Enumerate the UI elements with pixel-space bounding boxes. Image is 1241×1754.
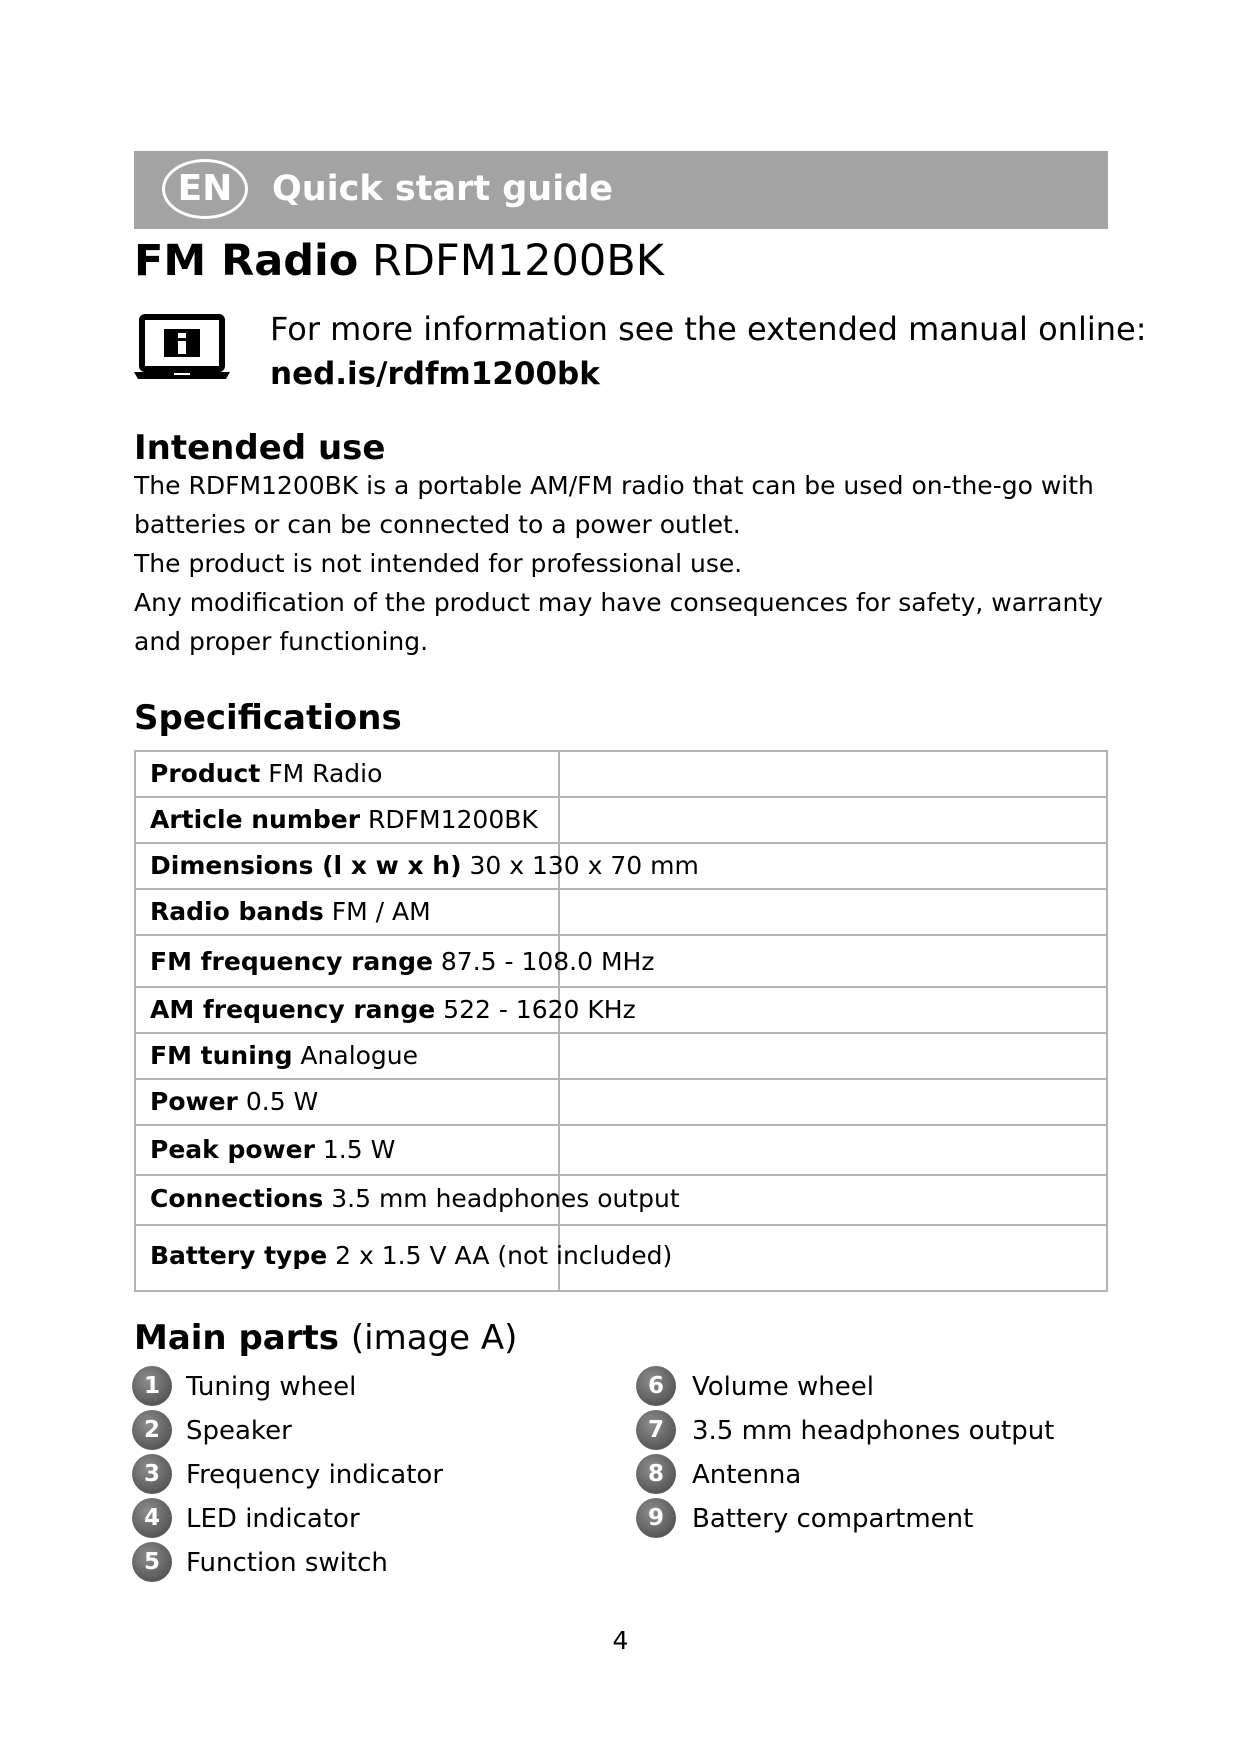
- number-8-icon: 8: [636, 1454, 676, 1494]
- table-row: [136, 1226, 1106, 1290]
- table-row: [136, 1176, 1106, 1226]
- banner-title: Quick start guide: [272, 169, 613, 209]
- spec-label: Battery type: [150, 1241, 328, 1270]
- number-5-icon: 5: [132, 1542, 172, 1582]
- table-row: [136, 1126, 1106, 1176]
- spec-value: RDFM1200BK: [368, 805, 538, 834]
- number-7-icon: 7: [636, 1410, 676, 1450]
- part-label: Frequency indicator: [186, 1460, 444, 1490]
- table-row: [136, 1034, 1106, 1080]
- spec-value: 87.5 - 108.0 MHz: [440, 947, 655, 976]
- spec-value: 3.5 mm headphones output: [331, 1184, 680, 1213]
- part-label: Speaker: [186, 1416, 292, 1446]
- page-title: [134, 236, 664, 286]
- part-label: 3.5 mm headphones output: [692, 1416, 1055, 1446]
- main-parts-subtitle: (image A): [350, 1318, 518, 1358]
- spec-value: Analogue: [300, 1041, 419, 1070]
- part-label: Battery compartment: [692, 1504, 974, 1534]
- language-badge: EN: [162, 159, 248, 219]
- number-6-icon: 6: [636, 1366, 676, 1406]
- spec-label: Peak power: [150, 1135, 315, 1164]
- main-parts-title: Main parts: [134, 1318, 340, 1358]
- spec-label: Product: [150, 759, 261, 788]
- spec-label: Power: [150, 1087, 238, 1116]
- spec-label: FM frequency range: [150, 947, 433, 976]
- spec-label: Article number: [150, 805, 361, 834]
- table-row: [136, 752, 1106, 798]
- spec-value: 1.5 W: [322, 1135, 396, 1164]
- number-3-icon: 3: [132, 1454, 172, 1494]
- header-banner: [134, 151, 1108, 229]
- table-row: [136, 798, 1106, 844]
- specifications-table: [134, 750, 1108, 1292]
- number-1-icon: 1: [132, 1366, 172, 1406]
- intended-use-paragraph-3: [134, 583, 1103, 661]
- part-label: LED indicator: [186, 1504, 360, 1534]
- part-label: Tuning wheel: [186, 1372, 357, 1402]
- spec-value: 2 x 1.5 V AA (not included): [335, 1241, 673, 1270]
- table-row: [136, 890, 1106, 936]
- part-label: Antenna: [692, 1460, 802, 1490]
- part-label: Volume wheel: [692, 1372, 874, 1402]
- spec-value: 30 x 130 x 70 mm: [469, 851, 699, 880]
- main-parts-heading: [134, 1318, 517, 1358]
- part-label: Function switch: [186, 1548, 388, 1578]
- intended-use-heading: Intended use: [134, 428, 386, 468]
- table-row: [136, 844, 1106, 890]
- page-number: 4: [612, 1626, 629, 1655]
- number-2-icon: 2: [132, 1410, 172, 1450]
- intended-line-4: Any modification of the product may have consequences for safety, warranty: [134, 588, 1103, 617]
- spec-label: Radio bands: [150, 897, 324, 926]
- number-4-icon: 4: [132, 1498, 172, 1538]
- spec-label: FM tuning: [150, 1041, 293, 1070]
- spec-value: 0.5 W: [245, 1087, 319, 1116]
- intended-line-2: batteries or can be connected to a power outlet.: [134, 510, 741, 539]
- info-text: For more information see the extended manual online:: [270, 310, 1147, 348]
- product-name: FM Radio: [134, 236, 359, 286]
- spec-label: Dimensions (l x w x h): [150, 851, 462, 880]
- intended-use-paragraph-2: The product is not intended for professional use.: [134, 549, 743, 578]
- intended-use-paragraph-1: [134, 466, 1094, 544]
- table-row: [136, 988, 1106, 1034]
- model-number: RDFM1200BK: [372, 236, 664, 286]
- number-9-icon: 9: [636, 1498, 676, 1538]
- table-row: [136, 1080, 1106, 1126]
- manual-link[interactable]: ned.is/rdfm1200bk: [270, 356, 600, 392]
- spec-value: FM Radio: [268, 759, 383, 788]
- spec-value: FM / AM: [331, 897, 431, 926]
- laptop-info-icon: [132, 314, 232, 382]
- spec-label: Connections: [150, 1184, 324, 1213]
- spec-value: 522 - 1620 KHz: [443, 995, 636, 1024]
- specifications-heading: Specifications: [134, 698, 402, 738]
- table-row: [136, 936, 1106, 988]
- intended-line-1: The RDFM1200BK is a portable AM/FM radio that can be used on-the-go with: [134, 471, 1094, 500]
- spec-label: AM frequency range: [150, 995, 436, 1024]
- intended-line-5: and proper functioning.: [134, 627, 429, 656]
